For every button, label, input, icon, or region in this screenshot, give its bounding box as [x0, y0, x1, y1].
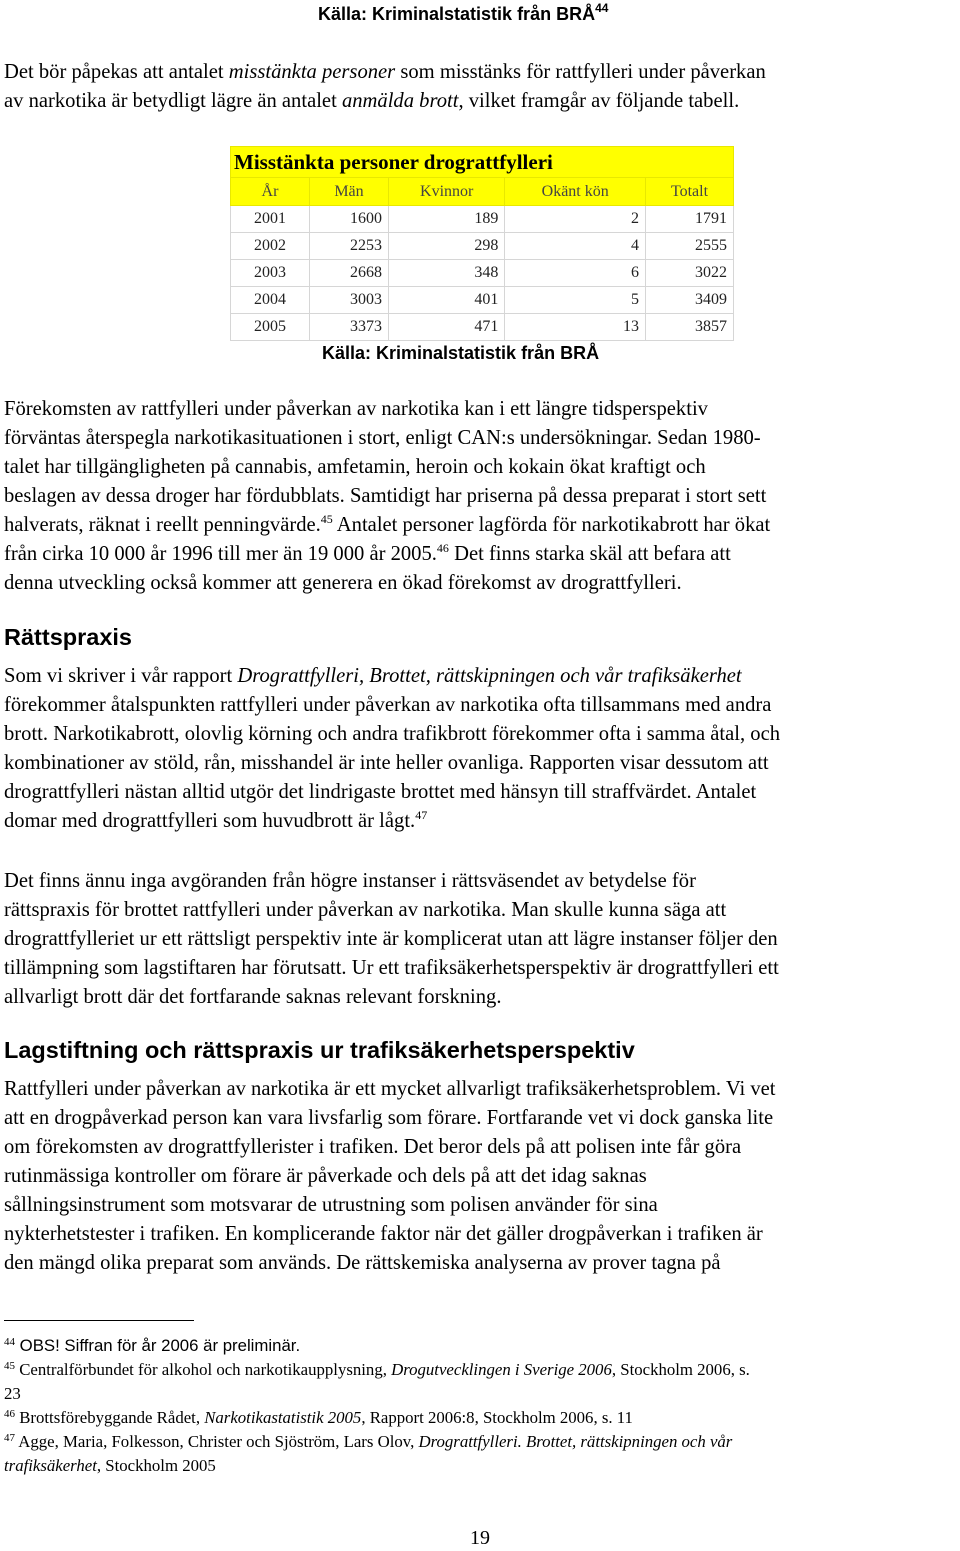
column-header: Män — [309, 178, 388, 206]
table-cell: 2005 — [231, 314, 310, 341]
footnote-separator — [4, 1320, 194, 1321]
table-row — [231, 314, 734, 341]
footnote-ref-46[interactable]: 46 — [436, 541, 449, 555]
footnotes — [4, 1334, 954, 1478]
paragraph-trends: Förekomsten av rattfylleri under påverkan av narkotika kan i ett längre tidsperspektiv förväntas återspegla narkotikasituationen i stort, enligt CAN:s undersökningar. Sedan 1980- talet har tillgängligheten på cannabis, amfetamin, heroin och kokain ökat kraftigt och beslagen av dessa droger har fördubblats. Samtidigt har priserna på dessa preparat i stort sett halverats, räknat i reellt penningvärde.$^{45}$ Antalet personer lagförda för narkotikabrott har ökat från cirka 10 000 år 1996 till mer än 19 000 år 2005.46 Det finns starka skäl att befara att denna utveckling också kommer att generera en ökad förekomst av drograttfylleri. — [4, 398, 771, 594]
table-cell: 401 — [388, 287, 504, 314]
table-cell: 13 — [505, 314, 646, 341]
footnote-47: $^{47}$ Agge, Maria, Folkesson, Christer och Sjöström, Lars Olov, Drograttfylleri. Brottet, rättskipningen och vår — [4, 1432, 733, 1451]
footnote-ref-44[interactable]: 44 — [595, 1, 609, 15]
table-row — [231, 260, 734, 287]
report-title-link: Drograttfylleri, Brottet, rättskipningen och vår trafiksäkerhet — [237, 665, 742, 687]
footnote-44: $^{44}$ OBS! Siffran för år 2006 är preliminär. — [4, 1336, 301, 1355]
column-header: Kvinnor — [388, 178, 504, 206]
table-cell: 2002 — [231, 233, 310, 260]
footnote-46: $^{46}$ Brottsförebyggande Rådet, Narkotikastatistik 2005, Rapport 2006:8, Stockholm 2006, s. 11 — [4, 1408, 633, 1427]
paragraph-lagstiftning: Rattfylleri under påverkan av narkotika är ett mycket allvarligt trafiksäkerhetsproblem. Vi vet att en drogpåverkad person kan vara livsfarlig som förare. Fortfarande vet vi dock ganska lite om förekomsten av drograttfyllerister i trafiken. Det beror dels på att polisen inte får göra rutinmässiga kontroller om förare är påverkade och dels på att det idag saknas sållningsinstrument som motsvarar de utrustning som polisen använder för sina nykterhetstester i trafiken. En komplicerande faktor när det gäller drogpåverkan i trafiken är den mängd olika preparat som används. De rättskemiska analyserna av prover tagna på — [4, 1078, 776, 1274]
paragraph-hogre-instanser: Det finns ännu inga avgöranden från högre instanser i rättsväsendet av betydelse för rättspraxis för brottet rattfylleri under påverkan av narkotika. Man skulle kunna säga att drograttfylleriet ur ett rättsligt perspektiv inte är komplicerat utan att lägre instanser följer den tillämpning som lagstiftaren har förutsatt. Ur ett trafiksäkerhetsperspektiv är drograttfylleri ett allvarligt brott där det fortfarande saknas relevant forskning. — [4, 870, 779, 1008]
paragraph-rattspraxis: Som vi skriver i vår rapport Drograttfylleri, Brottet, rättskipningen och vår trafiksäkerhet förekommer åtalspunkten rattfylleri under påverkan av narkotika ofta tillsammans med andra brott. Narkotikabrott, olovlig körning och andra trafikbrott förekommer ofta i samma åtal, och kombinationer av stöld, rån, misshandel är inte heller ovanliga. Rapporten visar dessutom att drograttfylleri nästan alltid utgör det lindrigaste brottet med hänsyn till straffvärdet. Antalet domar med drograttfylleri som huvudbrott är lågt.$^{47}$ — [4, 665, 781, 832]
table-cell: 2004 — [231, 287, 310, 314]
table-row — [231, 287, 734, 314]
table-cell: 471 — [388, 314, 504, 341]
column-header: Okänt kön — [505, 178, 646, 206]
table-cell: 2 — [505, 206, 646, 233]
column-header: Totalt — [646, 178, 734, 206]
footnote-45: $^{45}$ Centralförbundet för alkohol och narkotikaupplysning, Drogutvecklingen i Sverige 2006, Stockholm 2006, s. — [4, 1360, 750, 1379]
footnote-47-cont: trafiksäkerhet, Stockholm 2005 — [4, 1456, 216, 1475]
table-cell: 2001 — [231, 206, 310, 233]
table-cell: 298 — [388, 233, 504, 260]
table-cell: 348 — [388, 260, 504, 287]
table-cell: 3003 — [309, 287, 388, 314]
table-cell: 1600 — [309, 206, 388, 233]
emphasis-misstankta: misstänkta personer — [228, 61, 396, 83]
table-cell: 3409 — [646, 287, 734, 314]
table-cell: 2003 — [231, 260, 310, 287]
table-cell: 4 — [505, 233, 646, 260]
footnote-45-cont: 23 — [4, 1384, 21, 1403]
intro-paragraph: Det bör påpekas att antalet misstänkta personer som misstänks för rattfylleri under påverkan av narkotika är betydligt lägre än antalet anmälda brott, vilket framgår av följande tabell. — [4, 61, 766, 112]
table-cell: 189 — [388, 206, 504, 233]
column-header: År — [231, 178, 310, 206]
suspects-table — [230, 146, 734, 341]
table-cell: 3373 — [309, 314, 388, 341]
header-text: Källa: Kriminalstatistik från BRÅ — [318, 4, 596, 24]
emphasis-anmalda: anmälda brott — [341, 90, 459, 112]
table-title: Misstänkta personer drograttfylleri — [231, 147, 734, 178]
table-cell: 5 — [505, 287, 646, 314]
table-header-row — [231, 178, 734, 206]
heading-lagstiftning: Lagstiftning och rättspraxis ur trafiksäkerhetsperspektiv — [4, 1037, 635, 1063]
table-source: Källa: Kriminalstatistik från BRÅ — [322, 343, 600, 363]
table-cell: 3857 — [646, 314, 734, 341]
table-cell: 6 — [505, 260, 646, 287]
page-header-source — [318, 1, 609, 25]
table-row — [231, 206, 734, 233]
table-cell: 3022 — [646, 260, 734, 287]
table-cell: 1791 — [646, 206, 734, 233]
footnote-ref-47[interactable]: 47 — [415, 808, 428, 822]
footnote-ref-45[interactable]: 45 — [320, 512, 333, 526]
table-row — [231, 233, 734, 260]
table-cell: 2668 — [309, 260, 388, 287]
table-cell: 2555 — [646, 233, 734, 260]
page-number: 19 — [470, 1527, 490, 1549]
heading-rattspraxis: Rättspraxis — [4, 624, 132, 650]
table-cell: 2253 — [309, 233, 388, 260]
